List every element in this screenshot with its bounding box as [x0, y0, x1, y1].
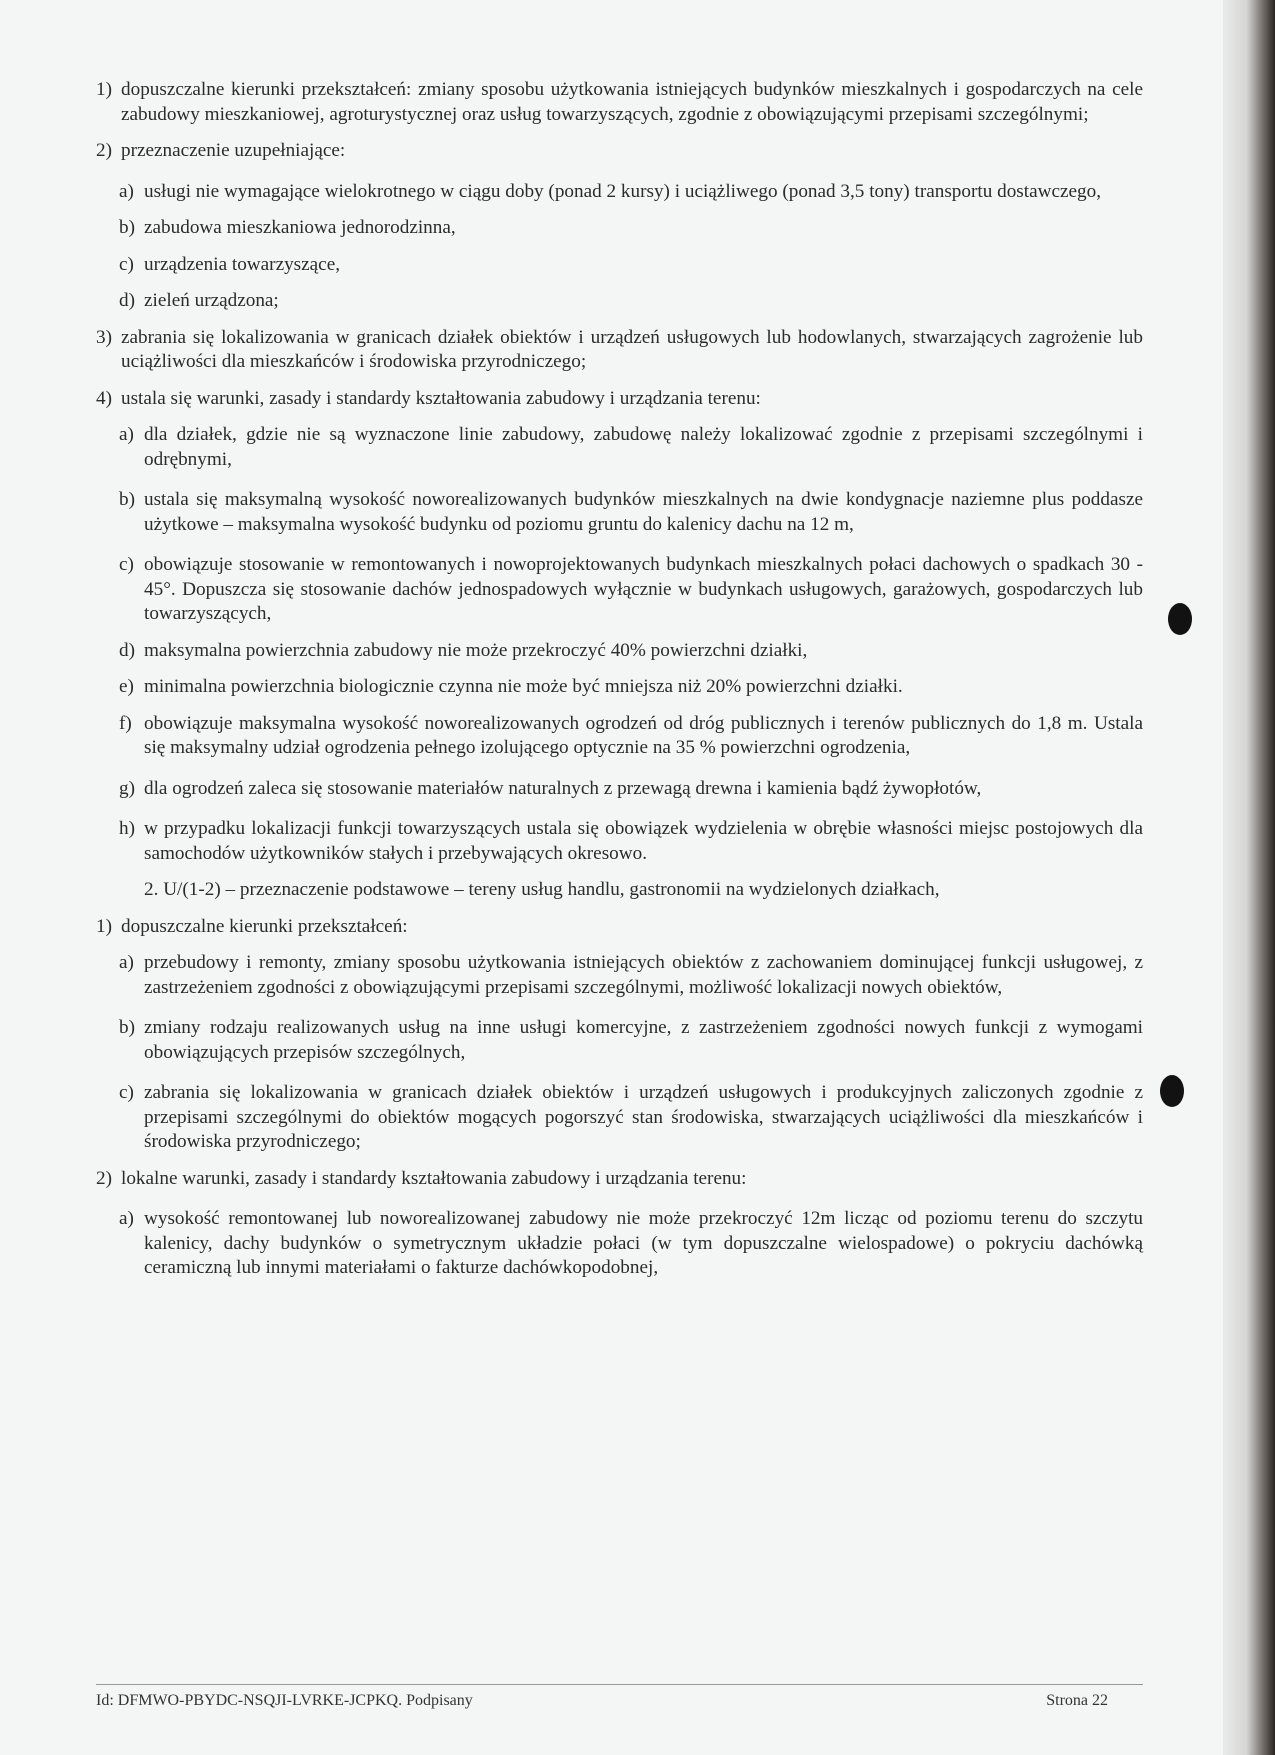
item-text: dla ogrodzeń zaleca się stosowanie materiałów naturalnych z przewagą drewna i kamienia bądź żywopłotów, [144, 777, 982, 799]
item-marker: c) [119, 253, 134, 275]
item-text: zabrania się lokalizowania w granicach działek obiektów i urządzeń usługowych i produkcyjnych zaliczonych zgodnie z przepisami szczególnymi do obiektów mogących pogorszyć stan środowiska, stwarzających uciążliwości dla mieszkańców i środowiska przyrodniczego; [144, 1082, 1143, 1152]
item-text: obowiązuje stosowanie w remontowanych i nowoprojektowanych budynkach mieszkalnych połaci dachowych o spadkach 30 - 45°. Dopuszcza się stosowanie dachów jednospadowych wyłącznie w budynkach usługowych, garażowych, gospodarczych lub towarzyszących, [144, 554, 1143, 624]
section-item [96, 675, 1143, 700]
section-item [96, 553, 1143, 627]
item-text: dla działek, gdzie nie są wyznaczone linie zabudowy, zabudowę należy lokalizować zgodnie z przepisami szczególnymi i odrębnymi, [144, 424, 1143, 470]
item-text: dopuszczalne kierunki przekształceń: zmiany sposobu użytkowania istniejących budynków mieszkalnych i gospodarczych na cele zabudowy mieszkaniowej, agroturystycznej oraz usług towarzyszących, zgodnie z obowiązującymi przepisami szczególnymi; [121, 79, 1143, 125]
item-marker: 1) [96, 79, 112, 100]
item-text: przeznaczenie uzupełniające: [121, 140, 346, 161]
item-marker: e) [119, 676, 134, 697]
page-edge-shadow [1223, 0, 1275, 1755]
item-text: w przypadku lokalizacji funkcji towarzyszących ustala się obowiązek wydzielenia w obrębie własności miejsc postojowych dla samochodów użytkowników stałych i przebywających okresowo. [144, 818, 1143, 864]
section-item [96, 139, 1143, 164]
item-marker: d) [119, 639, 135, 661]
section-item [96, 639, 1143, 664]
item-marker: c) [119, 554, 134, 575]
section-item [96, 951, 1143, 1000]
section-item [96, 180, 1143, 205]
item-marker: 2) [96, 140, 112, 161]
item-marker: f) [119, 712, 132, 734]
section-item [96, 817, 1143, 866]
section-item [96, 777, 1143, 802]
section-heading: 2. U/(1-2) – przeznaczenie podstawowe – tereny usług handlu, gastronomii na wydzielonych działkach, [144, 879, 940, 900]
section-item [96, 1081, 1143, 1155]
item-marker: h) [119, 818, 135, 839]
item-text: maksymalna powierzchnia zabudowy nie może przekroczyć 40% powierzchni działki, [144, 639, 808, 661]
item-marker: a) [119, 1208, 134, 1229]
item-text: lokalne warunki, zasady i standardy kształtowania zabudowy i urządzania terenu: [121, 1167, 747, 1189]
item-text: wysokość remontowanej lub noworealizowanej zabudowy nie może przekroczyć 12m licząc od poziomu terenu do szczytu kalenicy, dachy budynków o symetrycznym układzie połaci (w tym dopuszczalne wielospadowe) o pokryciu dachówką ceramiczną lub innymi materiałami o fakturze dachówkopodobnej, [144, 1208, 1143, 1278]
item-marker: 2) [96, 1167, 112, 1189]
item-text: minimalna powierzchnia biologicznie czynna nie może być mniejsza niż 20% powierzchni działki. [144, 676, 903, 697]
item-marker: b) [119, 489, 135, 510]
item-text: obowiązuje maksymalna wysokość noworealizowanych ogrodzeń od dróg publicznych i terenów publicznych do 1,8 m. Ustala się maksymalny udział ogrodzenia pełnego izolującego optycznie na 35 % powierzchni ogrodzenia, [144, 712, 1143, 758]
item-text: przebudowy i remonty, zmiany sposobu użytkowania istniejących obiektów z zachowaniem dominującej funkcji usługowej, z zastrzeżeniem zgodności z obowiązującymi przepisami szczególnymi, możliwość lokalizacji nowych obiektów, [144, 952, 1143, 998]
punch-hole [1160, 1075, 1184, 1107]
section-item [96, 326, 1143, 375]
item-marker: g) [119, 777, 135, 799]
item-text: ustala się maksymalną wysokość noworealizowanych budynków mieszkalnych na dwie kondygnacje naziemne plus poddasze użytkowe – maksymalna wysokość budynku od poziomu gruntu do kalenicy dachu na 12 m, [144, 489, 1143, 535]
item-marker: a) [119, 952, 134, 973]
section-item [96, 1167, 1143, 1192]
item-marker: a) [119, 180, 134, 202]
item-marker: 3) [96, 326, 112, 348]
item-text: zmiany rodzaju realizowanych usług na inne usługi komercyjne, z zastrzeżeniem zgodności nowych funkcji z wymogami obowiązujących przepisów szczególnych, [144, 1017, 1143, 1063]
item-marker: 1) [96, 915, 112, 937]
section-item [96, 253, 1143, 278]
item-text: usługi nie wymagające wielokrotnego w ciągu doby (ponad 2 kursy) i uciążliwego (ponad 3,5 tony) transportu dostawczego, [144, 180, 1101, 202]
item-text: dopuszczalne kierunki przekształceń: [121, 915, 408, 937]
section-item [96, 78, 1143, 127]
item-text: zieleń urządzona; [144, 290, 279, 311]
item-marker: b) [119, 1017, 135, 1038]
section-item [96, 712, 1143, 761]
item-text: zabrania się lokalizowania w granicach działek obiektów i urządzeń usługowych lub hodowlanych, stwarzających zagrożenie lub uciążliwości dla mieszkańców i środowiska przyrodniczego; [121, 326, 1143, 372]
section-item [96, 1016, 1143, 1065]
item-marker: 4) [96, 387, 112, 409]
page-number: Strona 22 [1046, 1692, 1108, 1709]
section-item [96, 1207, 1143, 1281]
section-item [96, 216, 1143, 241]
item-marker: d) [119, 290, 135, 311]
item-marker: a) [119, 424, 134, 445]
item-text: ustala się warunki, zasady i standardy kształtowania zabudowy i urządzania terenu: [121, 387, 761, 409]
item-text: zabudowa mieszkaniowa jednorodzinna, [144, 217, 456, 238]
item-text: urządzenia towarzyszące, [144, 253, 341, 275]
section-item [96, 488, 1143, 537]
section-item [96, 387, 1143, 412]
punch-hole [1168, 603, 1192, 635]
item-marker: b) [119, 217, 135, 238]
document-body [96, 78, 1143, 1281]
footer-divider [96, 1684, 1143, 1685]
item-marker: c) [119, 1082, 134, 1103]
section-item [96, 289, 1143, 314]
section-item [96, 915, 1143, 940]
document-id: Id: DFMWO-PBYDC-NSQJI-LVRKE-JCPKQ. Podpisany [96, 1692, 473, 1709]
section-item [96, 423, 1143, 472]
